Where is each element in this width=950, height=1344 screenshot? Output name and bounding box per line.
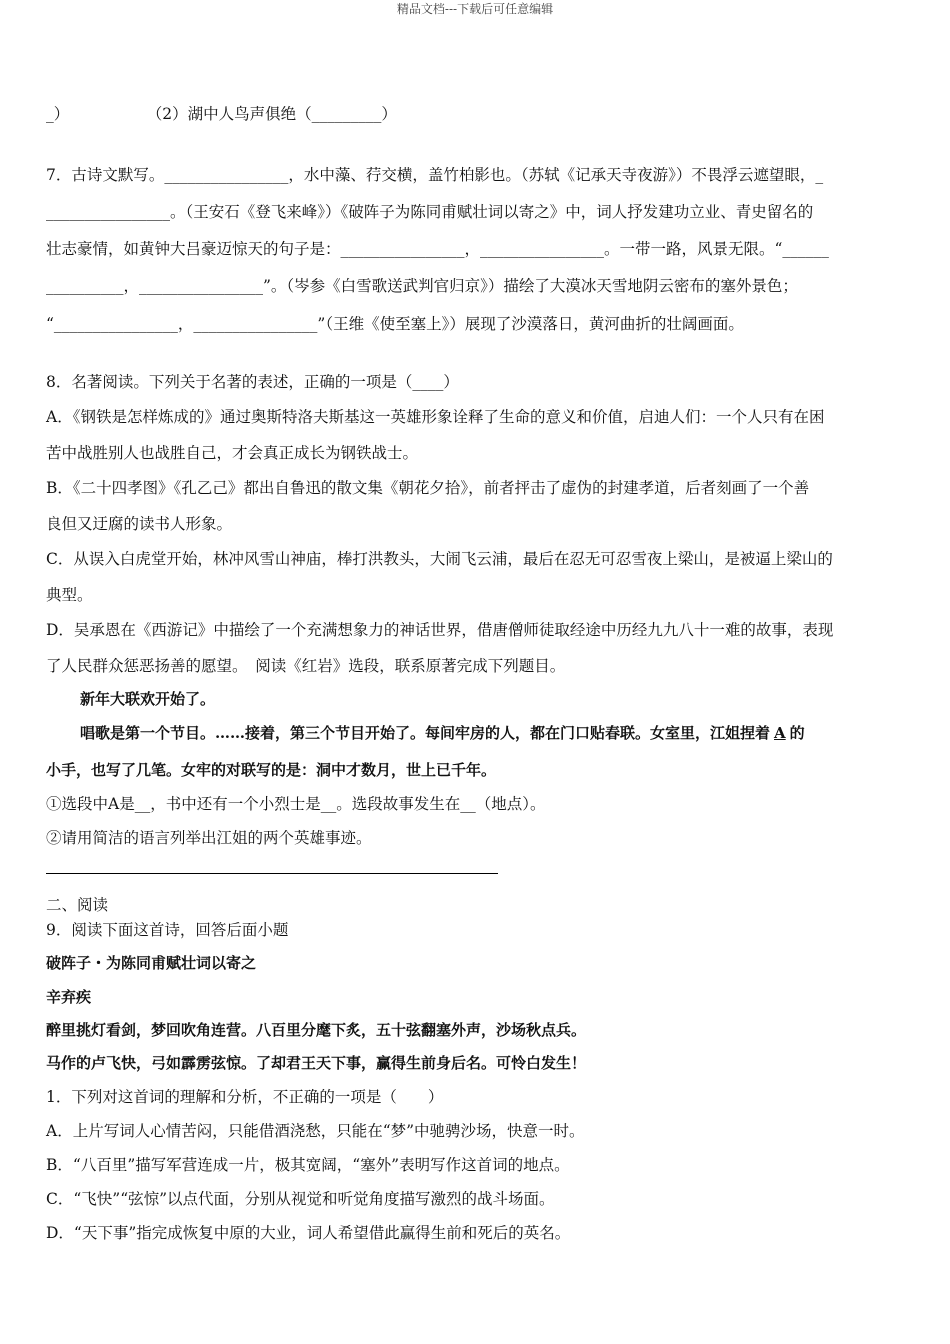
section-title: 二、阅读: [46, 896, 109, 914]
excerpt-text: 的: [789, 724, 805, 742]
sub-question-2: ②请用简洁的语言列举出江姐的两个英雄事迹。: [46, 829, 372, 847]
option-d-line: 了人民群众惩恶扬善的愿望。 阅读《红岩》选段，联系原著完成下列题目。: [46, 657, 566, 675]
question-7-line: “________________，________________”（王维《使至塞上》）展现了沙漠落日，黄河曲折的壮阔画面。: [46, 315, 744, 333]
question-7-line: 7．古诗文默写。________________，水中藻、荇交横，盖竹柏影也。（苏轼《记承天寺夜游》）不畏浮云遮望眼，_: [46, 166, 824, 184]
choice-a: A．上片写词人心情苦闷，只能借酒浇愁，只能在“梦”中驰骋沙场，快意一时。: [46, 1122, 585, 1140]
option-c-line: C．从误入白虎堂开始，林冲风雪山神庙，棒打洪教头，大闹飞云浦，最后在忍无可忍雪夜上梁山，是被逼上梁山的: [46, 550, 833, 568]
blank-a: A: [774, 724, 786, 742]
text-line: _） （2）湖中人鸟声俱绝（_________）: [46, 105, 397, 123]
answer-line: [46, 873, 498, 874]
sub-question-stem: 1．下列对这首词的理解和分析，不正确的一项是（ ）: [46, 1088, 444, 1106]
excerpt-line: 新年大联欢开始了。: [80, 690, 216, 708]
option-a-line: A．《钢铁是怎样炼成的》通过奥斯特洛夫斯基这一英雄形象诠释了生命的意义和价值，启迪人们：一个人只有在困: [46, 408, 825, 426]
option-b-line: B．《二十四孝图》《孔乙己》都出自鲁迅的散文集《朝花夕拾》，前者抨击了虚伪的封建孝道，后者刻画了一个善: [46, 479, 810, 497]
question-7-line: __________，________________”。（岑参《白雪歌送武判官归京》）描绘了大漠冰天雪地阴云密布的塞外景色；: [46, 277, 798, 295]
poem-author: 辛弃疾: [46, 988, 92, 1006]
poem-line: 醉里挑灯看剑，梦回吹角连营。八百里分麾下炙，五十弦翻塞外声，沙场秋点兵。: [46, 1021, 587, 1039]
question-8-stem: 8．名著阅读。下列关于名著的表述，正确的一项是（____）: [46, 373, 459, 391]
option-a-line: 苦中战胜别人也战胜自己，才会真正成长为钢铁战士。: [46, 444, 419, 462]
option-b-line: 良但又迂腐的读书人形象。: [46, 515, 233, 533]
choice-b: B．“八百里”描写军营连成一片，极其宽阔，“塞外”表明写作这首词的地点。: [46, 1156, 570, 1174]
choice-c: C．“飞快”“弦惊”以点代面，分别从视觉和听觉角度描写激烈的战斗场面。: [46, 1190, 555, 1208]
page-header: 精品文档---下载后可任意编辑: [396, 2, 554, 16]
option-d-line: D．吴承恩在《西游记》中描绘了一个充满想象力的神话世界，借唐僧师徒取经途中历经九九八十一难的故事，表现: [46, 621, 834, 639]
sub-question-1: ①选段中A是__，书中还有一个小烈士是__。选段故事发生在__（地点）。: [46, 795, 546, 813]
poem-title: 破阵子・为陈同甫赋壮词以寄之: [46, 954, 257, 972]
excerpt-text: 唱歌是第一个节目。……接着，第三个节目开始了。每间牢房的人，都在门口贴春联。女室里，江姐捏着: [80, 724, 771, 742]
poem-line: 马作的卢飞快，弓如霹雳弦惊。了却君王天下事，赢得生前身后名。可怜白发生！: [46, 1054, 587, 1072]
excerpt-line: 小手，也写了几笔。女牢的对联写的是：洞中才数月，世上已千年。: [46, 761, 497, 779]
excerpt-line: [80, 722, 805, 743]
question-7-line: 壮志豪情，如黄钟大吕豪迈惊天的句子是：________________，________________。一带一路，风景无限。“______: [46, 240, 829, 258]
option-c-line: 典型。: [46, 586, 93, 604]
question-9-stem: 9．阅读下面这首诗，回答后面小题: [46, 921, 289, 939]
choice-d: D．“天下事”指完成恢复中原的大业，词人希望借此赢得生前和死后的英名。: [46, 1224, 571, 1242]
question-7-line: ________________。（王安石《登飞来峰》）《破阵子为陈同甫赋壮词以寄之》中，词人抒发建功立业、青史留名的: [46, 203, 814, 221]
